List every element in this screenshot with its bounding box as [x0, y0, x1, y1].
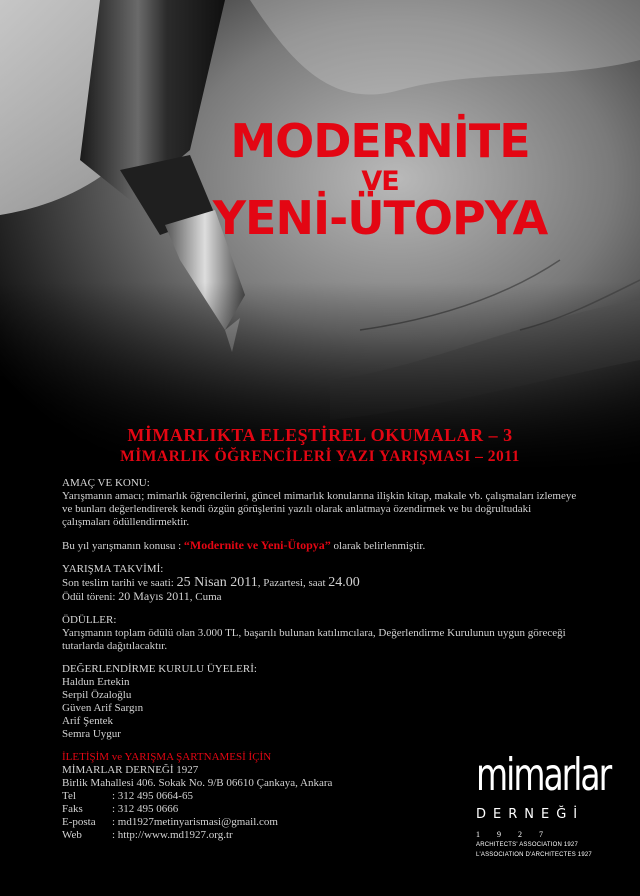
deadline-day: , Pazartesi, saat	[257, 577, 329, 589]
deadline-label: Son teslim tarihi ve saati:	[62, 577, 177, 589]
contact-value: : 312 495 0664-65	[112, 790, 193, 802]
contact-org: MİMARLAR DERNEĞİ 1927	[62, 764, 199, 776]
competition-series-heading: MİMARLIKTA ELEŞTİREL OKUMALAR – 3	[127, 425, 513, 445]
contact-email-link[interactable]: : md1927metinyarismasi@gmail.com	[112, 816, 278, 828]
logo-subtitle-en: ARCHITECTS' ASSOCIATION 1927	[476, 842, 578, 848]
jury-member: Arif Şentek	[62, 715, 114, 727]
topic-suffix: olarak belirlenmiştir.	[330, 540, 426, 552]
contact-key: Web	[62, 829, 82, 841]
title-line-2: VE	[361, 166, 399, 197]
aim-section	[62, 477, 582, 529]
aim-text: Yarışmanın amacı; mimarlık öğrencilerini, güncel mimarlık konularına ilişkin kitap, makale vb. çalışmaları izlemeye ve bunları değerlendirerek kendi özgün görüşlerini yazılı olarak anlatmaya özendirmek ve bu doğrultudaki çalışmaları ödüllendirmektir.	[62, 490, 577, 528]
jury-member: Güven Arif Sargın	[62, 702, 144, 714]
logo-association: DERNEĞİ	[476, 807, 585, 822]
aim-heading: AMAÇ VE KONU:	[62, 477, 150, 489]
deadline-date: 25 Nisan 2011	[176, 575, 258, 590]
topic-prefix: Bu yıl yarışmanın konusu :	[62, 540, 184, 552]
title-line-1: MODERNİTE	[230, 114, 530, 168]
jury-member: Haldun Ertekin	[62, 676, 130, 688]
logo-year: 1927	[476, 830, 560, 839]
contact-web-link[interactable]: : http://www.md1927.org.tr	[112, 829, 233, 841]
logo-subtitle-fr: L'ASSOCIATION D'ARCHITECTES 1927	[476, 852, 592, 858]
contact-heading: İLETİŞİM ve YARIŞMA ŞARTNAMESİ İÇİN	[62, 751, 272, 763]
award-label: Ödül töreni:	[62, 591, 119, 603]
contact-key: E-posta	[62, 816, 96, 828]
prizes-text: Yarışmanın toplam ödülü olan 3.000 TL, başarılı bulunan katılımcılara, Değerlendirme Kurulunun uygun göreceği tutarlarda dağıtılacaktır.	[62, 627, 566, 652]
jury-heading: DEĞERLENDİRME KURULU ÜYELERİ:	[62, 663, 257, 675]
award-day: , Cuma	[189, 591, 222, 603]
contact-key: Tel	[62, 790, 76, 802]
contact-value: : 312 495 0666	[112, 803, 179, 815]
award-date: 20 Mayıs 2011	[118, 589, 190, 603]
contact-address: Birlik Mahallesi 406. Sokak No. 9/B 06610 Çankaya, Ankara	[62, 777, 333, 789]
mimarlar-dernegi-logo	[476, 747, 611, 859]
topic-section	[62, 539, 582, 553]
title-line-3: YENİ-ÜTOPYA	[212, 191, 548, 245]
jury-member: Semra Uygur	[62, 728, 121, 740]
jury-section	[62, 663, 582, 741]
prizes-heading: ÖDÜLLER:	[62, 614, 117, 626]
topic-title: “Modernite ve Yeni-Ütopya”	[183, 538, 331, 552]
deadline-time: 24.00	[328, 575, 360, 590]
schedule-section	[62, 563, 582, 604]
contact-key: Faks	[62, 803, 83, 815]
poster-title	[150, 114, 610, 245]
prizes-section	[62, 614, 582, 653]
jury-member: Serpil Özaloğlu	[62, 689, 132, 701]
competition-name-heading: MİMARLIK ÖĞRENCİLERİ YAZI YARIŞMASI – 2011	[120, 448, 520, 465]
logo-wordmark: mimarlar	[476, 747, 611, 801]
schedule-heading: YARIŞMA TAKVİMİ:	[62, 563, 164, 575]
